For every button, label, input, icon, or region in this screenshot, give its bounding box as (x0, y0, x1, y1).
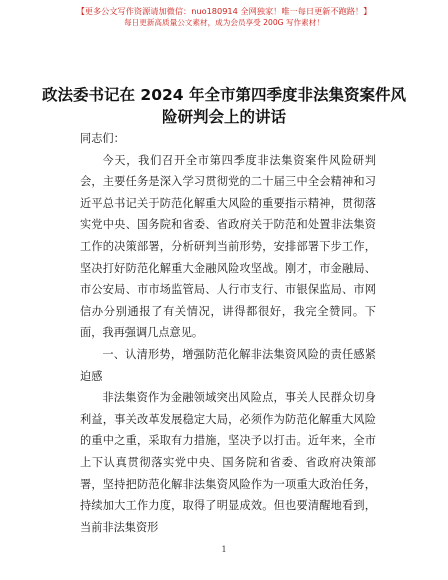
section-heading: 一、认清形势，增强防范化解非法集资风险的责任感紧迫感 (80, 347, 376, 383)
paragraph-intro: 今天，我们召开全市第四季度非法集资案件风险研判会，主要任务是深入学习贯彻党的二十届三中全会精神和习近平总书记关于防范化解重大风险的重要指示精神，贯彻落实党中央、国务院和省委、省政府关于防范和处置非法集资工作的决策部署，分析研判当前形势，安排部署下步工作，坚决打好防范化解重大金融风险攻坚战。刚才，市金融局、市公安局、市市场监管局、人行市支行、市银保监局、市网信办分别通报了有关情况，讲得都很好，我完全赞同。下面，我再强调几点意见。 (80, 153, 376, 340)
banner-line-1: 【更多公文写作资源请加微信：nuo180914 全网独家！唯一每日更新不跑路！】 (76, 6, 372, 16)
promo-banner (0, 6, 448, 28)
document-body (80, 128, 376, 538)
page-number: 1 (221, 545, 227, 554)
paragraph-section-1: 非法集资作为金融领域突出风险点，事关人民群众切身利益，事关改革发展稳定大局，必须作为防范化解重大风险的重中之重，采取有力措施，坚决予以打击。近年来，全市上下认真贯彻落实党中央、国务院和省委、省政府决策部署，坚持把防范化解非法集资风险作为一项重大政治任务，持续加大工作力度，取得了明显成效。但也要清醒地看到，当前非法集资形 (80, 391, 376, 534)
banner-line-2: 每日更新高质量公文素材，成为会员享受 200G 写作素材！ (124, 18, 324, 27)
document-title: 政法委书记在 2024 年全市第四季度非法集资案件风险研判会上的讲话 (42, 86, 406, 126)
greeting: 同志们： (80, 132, 125, 145)
